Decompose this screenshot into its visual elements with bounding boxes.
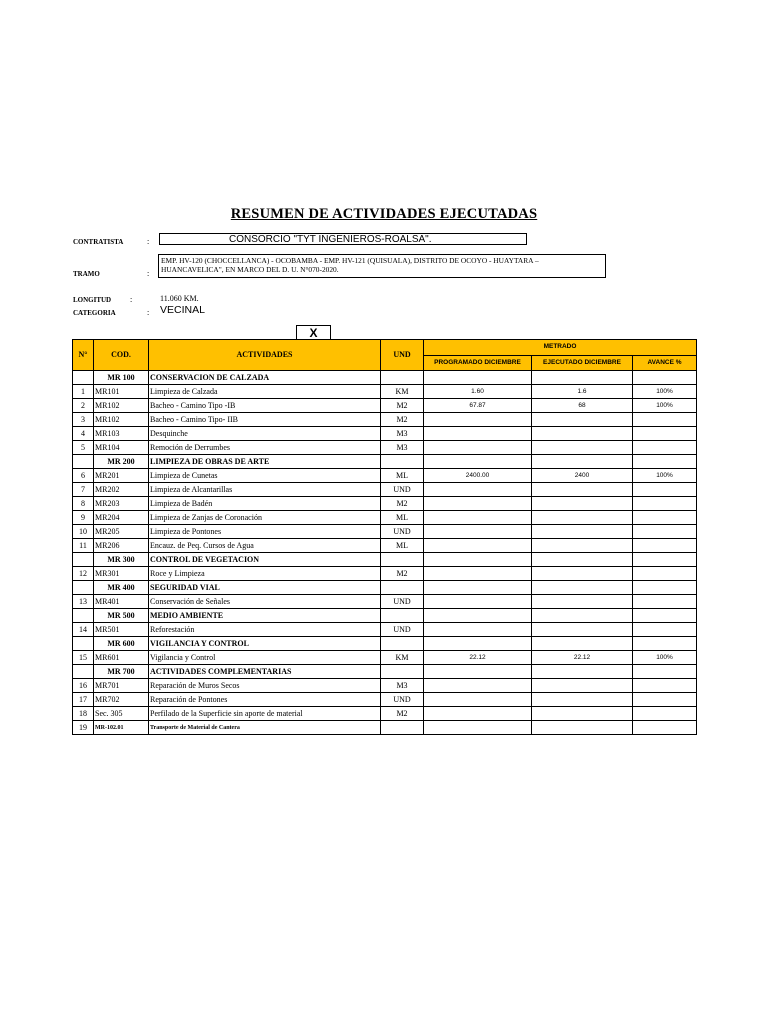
row-avance [633,721,697,735]
row-ejecutado: 22.12 [532,651,633,665]
row-unit: KM [381,385,424,399]
row-unit: M3 [381,427,424,441]
categoria-value: VECINAL [160,304,205,316]
row-number: 2 [73,399,94,413]
table-row [73,469,697,483]
tramo-value: EMP. HV-120 (CHOCCELLANCA) - OCOBAMBA - EMP. HV-121 (QUISUALA), DISTRITO DE OCOYO - HUAYTARA – HUANCAVELICA", EN MARCO DEL D. U. N°070-2020. [158,254,606,278]
table-row [73,651,697,665]
row-programado [424,427,532,441]
table-header-row [73,340,697,356]
section-ejec-cell [532,371,633,385]
section-code: MR 400 [94,581,149,595]
row-ejecutado [532,721,633,735]
header-avance: AVANCE % [633,355,697,371]
section-code: MR 600 [94,637,149,651]
section-ejec-cell [532,553,633,567]
row-programado [424,497,532,511]
row-code: MR103 [94,427,149,441]
row-activity: Limpieza de Alcantarillas [149,483,381,497]
row-number: 12 [73,567,94,581]
row-number: 18 [73,707,94,721]
row-unit: UND [381,525,424,539]
section-code: MR 300 [94,553,149,567]
section-und-cell [381,455,424,469]
section-row [73,609,697,623]
row-programado [424,511,532,525]
row-number: 5 [73,441,94,455]
section-ejec-cell [532,581,633,595]
row-code: MR205 [94,525,149,539]
row-code: MR202 [94,483,149,497]
contratista-value: CONSORCIO "TYT INGENIEROS-ROALSA". [159,233,527,245]
row-activity: Reparación de Pontones [149,693,381,707]
row-unit: ML [381,539,424,553]
row-number: 14 [73,623,94,637]
row-activity: Limpieza de Cunetas [149,469,381,483]
table-row [73,399,697,413]
row-programado [424,567,532,581]
section-ejec-cell [532,609,633,623]
row-programado [424,441,532,455]
section-und-cell [381,371,424,385]
row-programado: 67.87 [424,399,532,413]
section-title: ACTIVIDADES COMPLEMENTARIAS [149,665,381,679]
row-programado: 22.12 [424,651,532,665]
row-ejecutado [532,427,633,441]
row-code: MR206 [94,539,149,553]
row-avance [633,441,697,455]
row-avance [633,497,697,511]
table-row [73,679,697,693]
row-number: 4 [73,427,94,441]
row-number: 16 [73,679,94,693]
header-programado: PROGRAMADO DICIEMBRE [424,355,532,371]
table-row [73,483,697,497]
row-code: MR401 [94,595,149,609]
selection-marker: X [296,325,331,342]
row-ejecutado [532,595,633,609]
row-ejecutado [532,707,633,721]
row-code: MR201 [94,469,149,483]
row-avance [633,623,697,637]
row-number: 9 [73,511,94,525]
activities-table [72,339,697,735]
section-title: VIGILANCIA Y CONTROL [149,637,381,651]
table-row [73,539,697,553]
section-avance-cell [633,581,697,595]
table-row [73,525,697,539]
section-code: MR 100 [94,371,149,385]
row-avance [633,707,697,721]
section-num-cell [73,609,94,623]
row-code: MR601 [94,651,149,665]
section-num-cell [73,553,94,567]
section-prog-cell [424,553,532,567]
tramo-colon: : [147,269,150,278]
row-number: 10 [73,525,94,539]
row-number: 3 [73,413,94,427]
row-ejecutado [532,525,633,539]
table-row [73,721,697,735]
row-avance [633,483,697,497]
row-unit: M3 [381,441,424,455]
row-number: 13 [73,595,94,609]
row-number: 15 [73,651,94,665]
row-avance [633,511,697,525]
section-prog-cell [424,371,532,385]
row-unit: ML [381,469,424,483]
row-unit: UND [381,595,424,609]
section-row [73,637,697,651]
row-unit: M2 [381,707,424,721]
row-programado [424,707,532,721]
section-row [73,553,697,567]
section-num-cell [73,455,94,469]
section-ejec-cell [532,637,633,651]
section-num-cell [73,665,94,679]
section-avance-cell [633,637,697,651]
categoria-label: CATEGORIA [73,309,116,317]
row-avance: 100% [633,469,697,483]
row-avance [633,595,697,609]
row-unit: KM [381,651,424,665]
row-programado [424,595,532,609]
row-unit: M2 [381,399,424,413]
row-activity: Remoción de Derrumbes [149,441,381,455]
row-avance [633,693,697,707]
row-ejecutado [532,539,633,553]
row-number: 6 [73,469,94,483]
row-number: 11 [73,539,94,553]
row-code: MR501 [94,623,149,637]
section-title: LIMPIEZA DE OBRAS DE ARTE [149,455,381,469]
row-ejecutado [532,623,633,637]
row-activity: Bacheo - Camino Tipo- IIB [149,413,381,427]
row-activity: Vigilancia y Control [149,651,381,665]
row-programado [424,693,532,707]
contratista-label: CONTRATISTA [73,238,124,246]
section-title: SEGURIDAD VIAL [149,581,381,595]
row-code: Sec. 305 [94,707,149,721]
row-unit: M2 [381,497,424,511]
table-row [73,623,697,637]
row-activity: Bacheo - Camino Tipo -IB [149,399,381,413]
row-unit [381,721,424,735]
row-number: 1 [73,385,94,399]
row-unit: UND [381,483,424,497]
row-avance [633,427,697,441]
row-activity: Reparación de Muros Secos [149,679,381,693]
table-row [73,511,697,525]
row-activity: Perfilado de la Superficie sin aporte de material [149,707,381,721]
section-prog-cell [424,581,532,595]
section-prog-cell [424,637,532,651]
row-avance: 100% [633,651,697,665]
row-code: MR104 [94,441,149,455]
row-activity: Roce y Limpieza [149,567,381,581]
row-programado [424,623,532,637]
section-ejec-cell [532,455,633,469]
row-unit: M2 [381,413,424,427]
row-code: MR702 [94,693,149,707]
table-row [73,707,697,721]
table-row [73,497,697,511]
header-num: N° [73,340,94,371]
row-avance [633,525,697,539]
section-code: MR 500 [94,609,149,623]
row-unit: UND [381,693,424,707]
row-ejecutado [532,441,633,455]
row-programado [424,679,532,693]
row-programado [424,413,532,427]
tramo-label: TRAMO [73,270,100,278]
row-ejecutado [532,511,633,525]
row-ejecutado: 68 [532,399,633,413]
section-prog-cell [424,609,532,623]
row-ejecutado [532,497,633,511]
row-activity: Limpieza de Pontones [149,525,381,539]
table-row [73,595,697,609]
header-ejecutado: EJECUTADO DICIEMBRE [532,355,633,371]
section-title: MEDIO AMBIENTE [149,609,381,623]
section-num-cell [73,371,94,385]
section-row [73,665,697,679]
row-avance [633,539,697,553]
row-unit: M2 [381,567,424,581]
section-ejec-cell [532,665,633,679]
row-unit: M3 [381,679,424,693]
header-cod: COD. [94,340,149,371]
section-row [73,455,697,469]
row-number: 7 [73,483,94,497]
section-und-cell [381,637,424,651]
row-avance: 100% [633,385,697,399]
row-unit: UND [381,623,424,637]
header-actividades: ACTIVIDADES [149,340,381,371]
header-metrado: METRADO [424,340,697,356]
section-prog-cell [424,455,532,469]
section-avance-cell [633,553,697,567]
table-row [73,385,697,399]
row-number: 8 [73,497,94,511]
section-prog-cell [424,665,532,679]
section-num-cell [73,637,94,651]
table-row [73,567,697,581]
row-number: 17 [73,693,94,707]
row-code: MR102 [94,413,149,427]
row-ejecutado: 2400 [532,469,633,483]
table-row [73,413,697,427]
row-avance: 100% [633,399,697,413]
row-activity: Desquinche [149,427,381,441]
row-ejecutado [532,679,633,693]
section-und-cell [381,553,424,567]
longitud-value: 11.060 KM. [160,294,199,303]
row-programado: 2400.00 [424,469,532,483]
table-row [73,693,697,707]
row-avance [633,679,697,693]
row-code: MR204 [94,511,149,525]
header-und: UND [381,340,424,371]
section-und-cell [381,609,424,623]
row-code: MR701 [94,679,149,693]
contratista-colon: : [147,237,150,246]
row-activity: Limpieza de Calzada [149,385,381,399]
section-und-cell [381,665,424,679]
section-row [73,581,697,595]
section-avance-cell [633,665,697,679]
row-code: MR203 [94,497,149,511]
row-ejecutado [532,483,633,497]
table-row [73,427,697,441]
row-avance [633,413,697,427]
longitud-colon: : [130,295,133,304]
section-num-cell [73,581,94,595]
section-code: MR 700 [94,665,149,679]
row-programado [424,525,532,539]
row-code: MR102 [94,399,149,413]
row-ejecutado [532,567,633,581]
section-avance-cell [633,455,697,469]
row-programado [424,721,532,735]
row-activity: Transporte de Material de Cantera [149,721,381,735]
row-ejecutado: 1.6 [532,385,633,399]
section-und-cell [381,581,424,595]
row-activity: Limpieza de Zanjas de Coronación [149,511,381,525]
section-title: CONTROL DE VEGETACION [149,553,381,567]
row-code: MR-102.01 [94,721,149,735]
row-programado [424,539,532,553]
section-row [73,371,697,385]
table-row [73,441,697,455]
section-avance-cell [633,609,697,623]
row-code: MR101 [94,385,149,399]
row-activity: Limpieza de Badén [149,497,381,511]
longitud-label: LONGITUD [73,296,112,304]
row-code: MR301 [94,567,149,581]
table-body [73,371,697,735]
document-title: RESUMEN DE ACTIVIDADES EJECUTADAS [230,206,538,222]
section-avance-cell [633,371,697,385]
row-activity: Encauz. de Peq. Cursos de Agua [149,539,381,553]
section-title: CONSERVACION DE CALZADA [149,371,381,385]
row-programado [424,483,532,497]
section-code: MR 200 [94,455,149,469]
row-avance [633,567,697,581]
row-number: 19 [73,721,94,735]
row-unit: ML [381,511,424,525]
row-activity: Conservación de Señales [149,595,381,609]
row-activity: Reforestación [149,623,381,637]
categoria-colon: : [147,308,150,317]
row-ejecutado [532,413,633,427]
row-ejecutado [532,693,633,707]
row-programado: 1.60 [424,385,532,399]
